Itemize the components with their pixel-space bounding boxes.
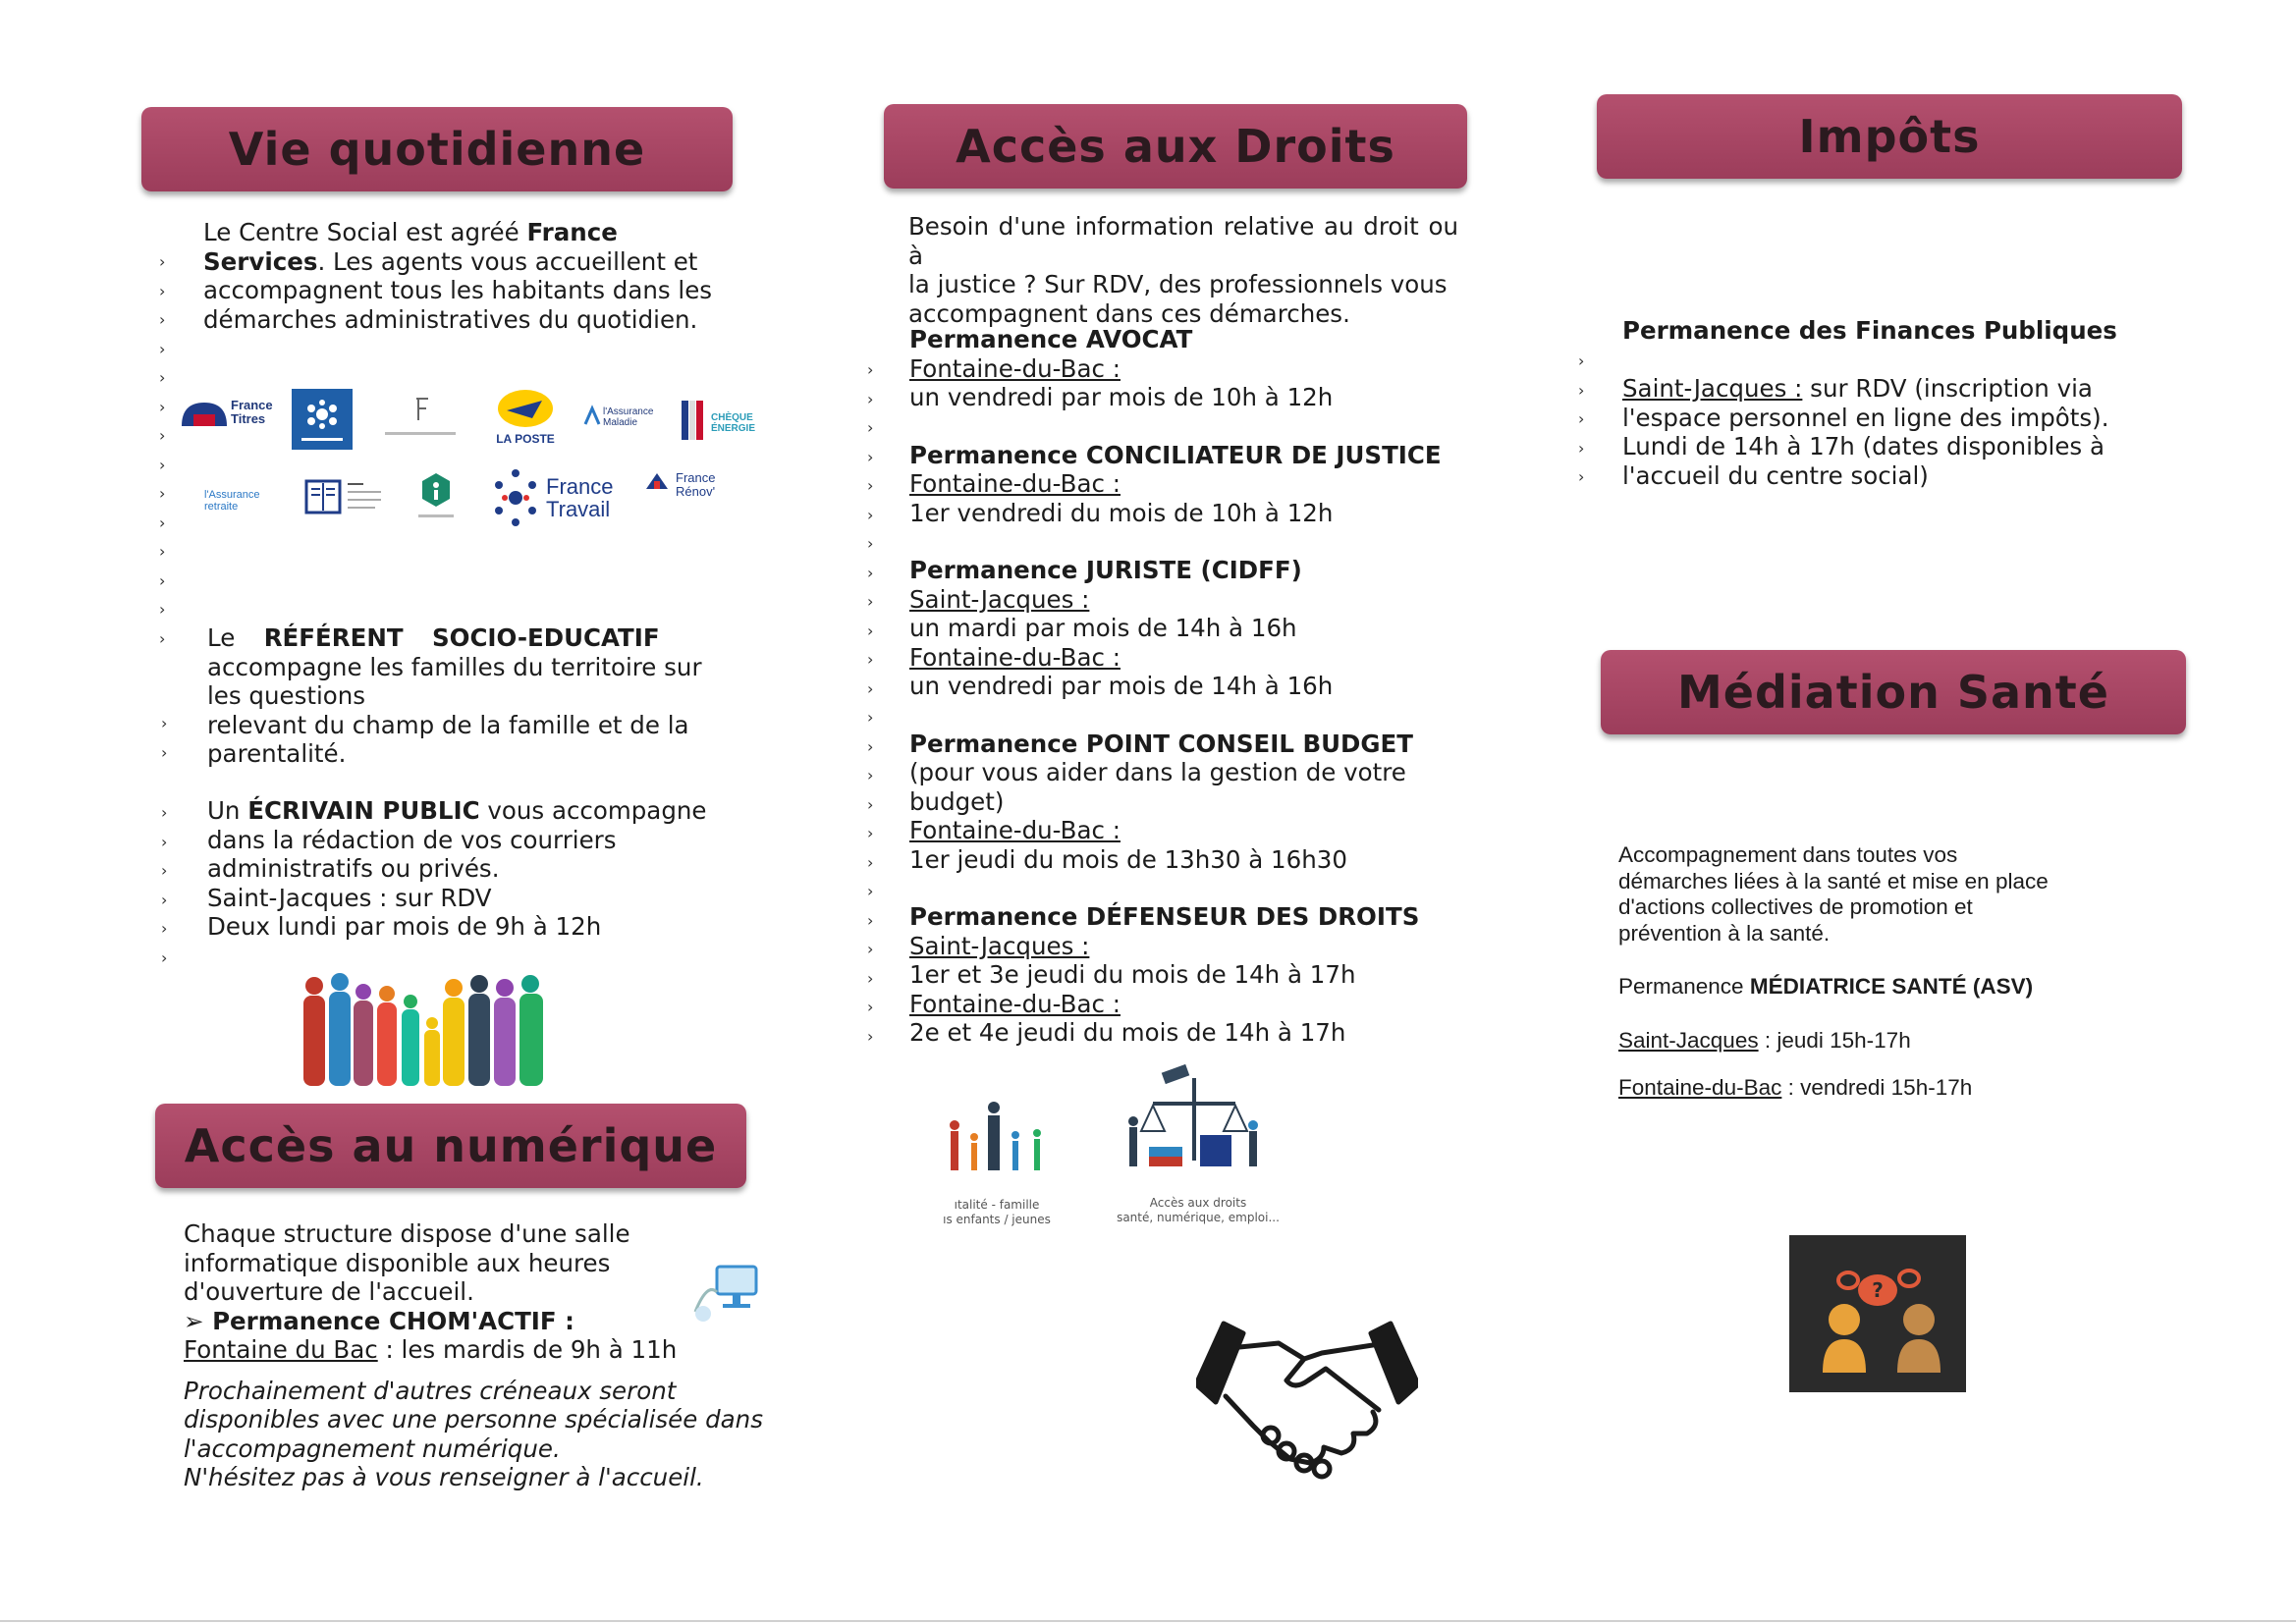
banner-acces-numerique — [155, 1104, 746, 1188]
finances-title: Permanence des Finances Publiques — [1622, 316, 2117, 345]
page-bottom-rule — [0, 1620, 2296, 1622]
banner-mediation-sante-title: Médiation Santé — [1677, 666, 2109, 719]
la-poste-logo: LA POSTE — [493, 389, 558, 448]
banner-vie-quotidienne — [141, 107, 733, 191]
assurance-maladie-logo: l'Assurance Maladie — [583, 405, 672, 434]
droits-caption: Accès aux droits santé, numérique, emploi... — [1117, 1196, 1280, 1224]
ecrivain-text: Un ÉCRIVAIN PUBLIC vous accompagne dans la rédaction de vos courriers administratifs ou privés. Saint-Jacques : sur RDV Deux lundi par mois de 9h à 12h — [207, 796, 707, 941]
banner-acces-numerique-title: Accès au numérique — [184, 1119, 718, 1172]
famille-caption: ıtalité - famille ıs enfants / jeunes — [943, 1198, 1051, 1226]
france-renov-logo: France Rénov' — [644, 469, 735, 505]
justice-scale-icon — [1123, 1062, 1263, 1178]
referent-text: Le RÉFÉRENT SOCIO-EDUCATIF accompagne les familles du territoire sur les questions relevant du champ de la famille et de la parentalité. — [207, 623, 702, 768]
health-dialogue-icon — [1789, 1235, 1966, 1392]
bullet-marks-droits: › › › › › › › › › › › › › › › › › › › › › › › › — [867, 360, 874, 1046]
bullet-marks-vie: › › › › › › › › › › › › › › — [159, 252, 166, 648]
france-titres-logo: France Titres — [180, 397, 278, 438]
f-emblem-logo — [381, 395, 460, 444]
banner-impots-title: Impôts — [1798, 110, 1981, 163]
banner-acces-droits — [884, 104, 1467, 189]
bullet-marks-referent: › › — [161, 714, 168, 762]
computer-icon — [687, 1253, 778, 1333]
banner-impots — [1597, 94, 2182, 179]
banner-acces-droits-title: Accès aux Droits — [956, 120, 1395, 173]
droits-permanences: Permanence AVOCAT Fontaine-du-Bac : un vendredi par mois de 10h à 12h Permanence CONCILIATEUR DE JUSTICE Fontaine-du-Bac : 1er vendredi du mois de 10h à 12h Permanence JURISTE (CIDFF) Saint-Jacques : un mardi par mois de 14h à 16h Fontaine-du-Bac : un vendredi par mois de 14h à 16h Permanence POINT CONSEIL BUDGET (pour vous aider dans la gestion de votre budget) Fontaine-du-Bac : 1er jeudi du mois de 13h30 à 16h30 Permanence DÉFENSEUR DES DROITS Saint-Jacques : 1er et 3e jeudi du mois de 14h à 17h Fontaine-du-Bac : 2e et 4e jeudi du mois de 14h à 17h — [909, 325, 1442, 1047]
point-justice-logo — [412, 471, 460, 522]
assurance-retraite-logo: l'Assurance retraite — [204, 489, 260, 513]
france-travail-logo: France Travail — [487, 465, 625, 530]
bullet-marks-finances: › › › › › — [1578, 352, 1585, 486]
family-icon — [945, 1098, 1053, 1180]
sante-text: Accompagnement dans toutes vos démarches liées à la santé et mise en place d'actions collectives de promotion et prévention à la santé. Permanence MÉDIATRICE SANTÉ (ASV) Saint-Jacques : jeudi 15h-17h Fontaine-du-Bac : vendredi 15h-17h — [1618, 842, 2049, 1100]
handshake-icon — [1196, 1316, 1418, 1487]
numerique-text: Chaque structure dispose d'une salle informatique disponible aux heures d'ouverture de l'accueil. ➢ Permanence CHOM'ACTIF : Fontaine du Bac : les mardis de 9h à 11h Prochainement d'autres créneaux seront disponibles avec une personne spécialisée dans l'accompagnement numérique. N'hésitez pas à vous renseigner à l'accueil. — [184, 1219, 763, 1491]
droits-intro-text: Besoin d'une information relative au droit ou à la justice ? Sur RDV, des professionnels vous accompagnent dans ces démarches. — [908, 212, 1458, 328]
caf-logo — [292, 389, 353, 450]
arrow-right-icon: ➢ — [184, 1306, 213, 1335]
vie-intro-text: Le Centre Social est agréé France Services. Les agents vous accueillent et accompagnent tous les habitants dans les démarches administratives du quotidien. — [203, 218, 713, 334]
bullet-marks-ecrivain: › › › › › › — [161, 803, 168, 967]
people-illustration — [295, 972, 560, 1088]
banner-mediation-sante — [1601, 650, 2186, 734]
book-logo — [304, 477, 342, 516]
agence-logo — [346, 479, 389, 518]
finances-text: Saint-Jacques : sur RDV (inscription via l'espace personnel en ligne des impôts). Lundi de 14h à 17h (dates disponibles à l'accueil du centre social) — [1622, 374, 2109, 490]
svg-text:?: ? — [1872, 1278, 1884, 1302]
cheque-energie-logo: CHÈQUE ÉNERGIE — [680, 399, 770, 446]
banner-vie-quotidienne-title: Vie quotidienne — [228, 123, 646, 176]
